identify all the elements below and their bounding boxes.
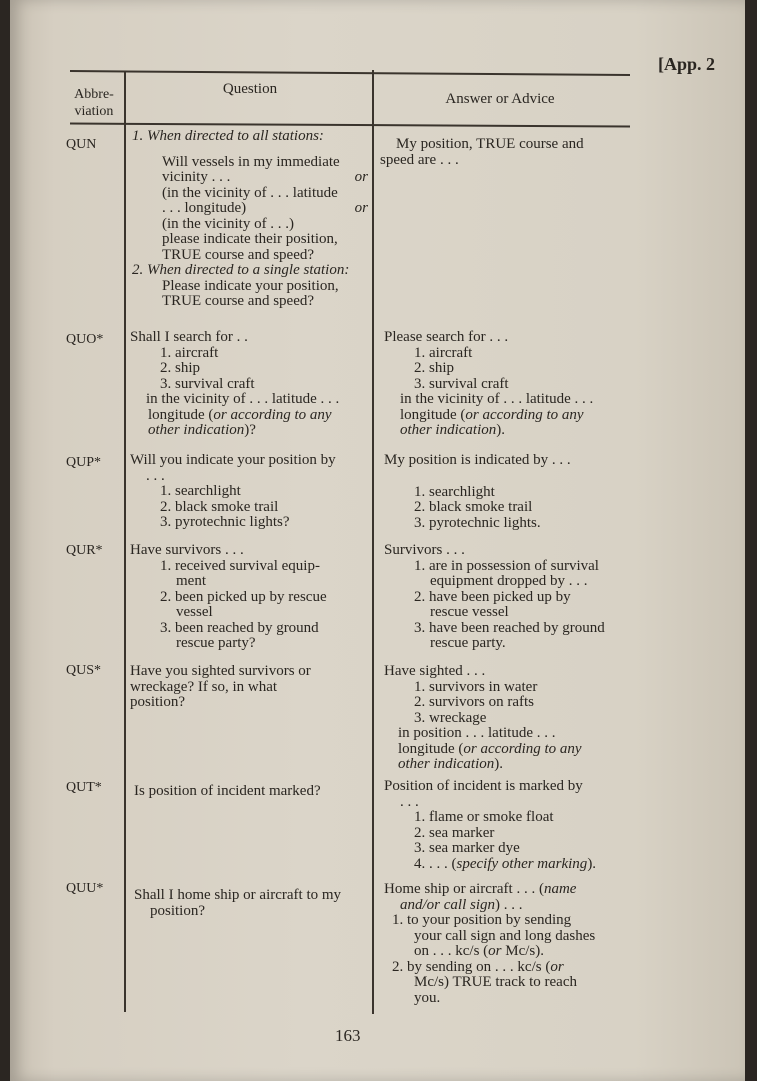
answer-quo: Please search for . . . 1. aircraft 2. ship 3. survival craft in the vicinity of . . . latitude . . . longitude (or according to any other indication). [384, 329, 594, 438]
appendix-header: [App. 2 [657, 54, 715, 74]
column-header-answer: Answer or Advice [445, 91, 555, 107]
answer-qus: Have sighted . . . 1. survivors in water 2. survivors on rafts 3. wreckage in position . . . latitude . . . longitude (or according to any other indication). [384, 663, 582, 772]
column-header-rule [70, 123, 630, 127]
answer-qun: My position, TRUE course and speed are . . . [380, 136, 584, 168]
answer-quu: Home ship or aircraft . . . (name and/or call sign) . . . 1. to your position by sending your call sign and long dashes on . . . kc/s (or Mc/s). 2. by sending on . . . kc/s (or Mc/s) TRUE track to reach you. [384, 881, 596, 1006]
abbr-qun: QUN [66, 137, 97, 152]
question-quu: Shall I home ship or aircraft to my position? [134, 887, 342, 919]
column-divider-2 [372, 70, 374, 1014]
question-qus: Have you sighted survivors or wreckage? If so, in what position? [130, 663, 311, 710]
answer-qur: Survivors . . . 1. are in possession of survival equipment dropped by . . . 2. have been picked up by rescue vessel 3. have been reached by ground rescue party. [384, 542, 605, 651]
answer-qut: Position of incident is marked by . . . 1. flame or smoke float 2. sea marker 3. sea marker dye 4. . . . (specify other marking). [384, 778, 597, 872]
question-qup: Will you indicate your position by . . . 1. searchlight 2. black smoke trail 3. pyrotechnic lights? [130, 452, 336, 530]
question-qur: Have survivors . . . 1. received survival equip- ment 2. been picked up by rescue vessel 3. been reached by ground rescue party? [130, 542, 327, 651]
column-divider-1 [124, 72, 126, 1012]
abbr-qup: QUP* [66, 455, 102, 470]
question-qut: Is position of incident marked? [134, 783, 321, 799]
abbr-qur: QUR* [66, 543, 103, 558]
abbr-qus: QUS* [66, 663, 102, 678]
column-header-abbreviation: Abbre- viation [74, 87, 114, 119]
answer-qup: My position is indicated by . . . 1. searchlight 2. black smoke trail 3. pyrotechnic lights. [384, 452, 571, 531]
table-top-rule [70, 70, 630, 76]
question-quo: Shall I search for . . 1. aircraft 2. ship 3. survival craft in the vicinity of . . . latitude . . . longitude (or according to any other indication)? [130, 329, 340, 438]
page-number: 163 [335, 1026, 361, 1045]
book-page [10, 0, 745, 1081]
abbr-quu: QUU* [66, 881, 104, 896]
question-qun: 1. When directed to all stations: Will vessels in my immediate vicinity . . . or (in the vicinity of . . . latitude . . . longitude) or (in the vicinity of . . .) please indicate their position, TRUE course and speed? 2. When directed to a single station: Please indicate your position, TRUE course and speed? [132, 128, 368, 309]
abbr-qut: QUT* [66, 780, 102, 795]
column-header-question: Question [222, 81, 278, 97]
abbr-quo: QUO* [66, 332, 104, 347]
